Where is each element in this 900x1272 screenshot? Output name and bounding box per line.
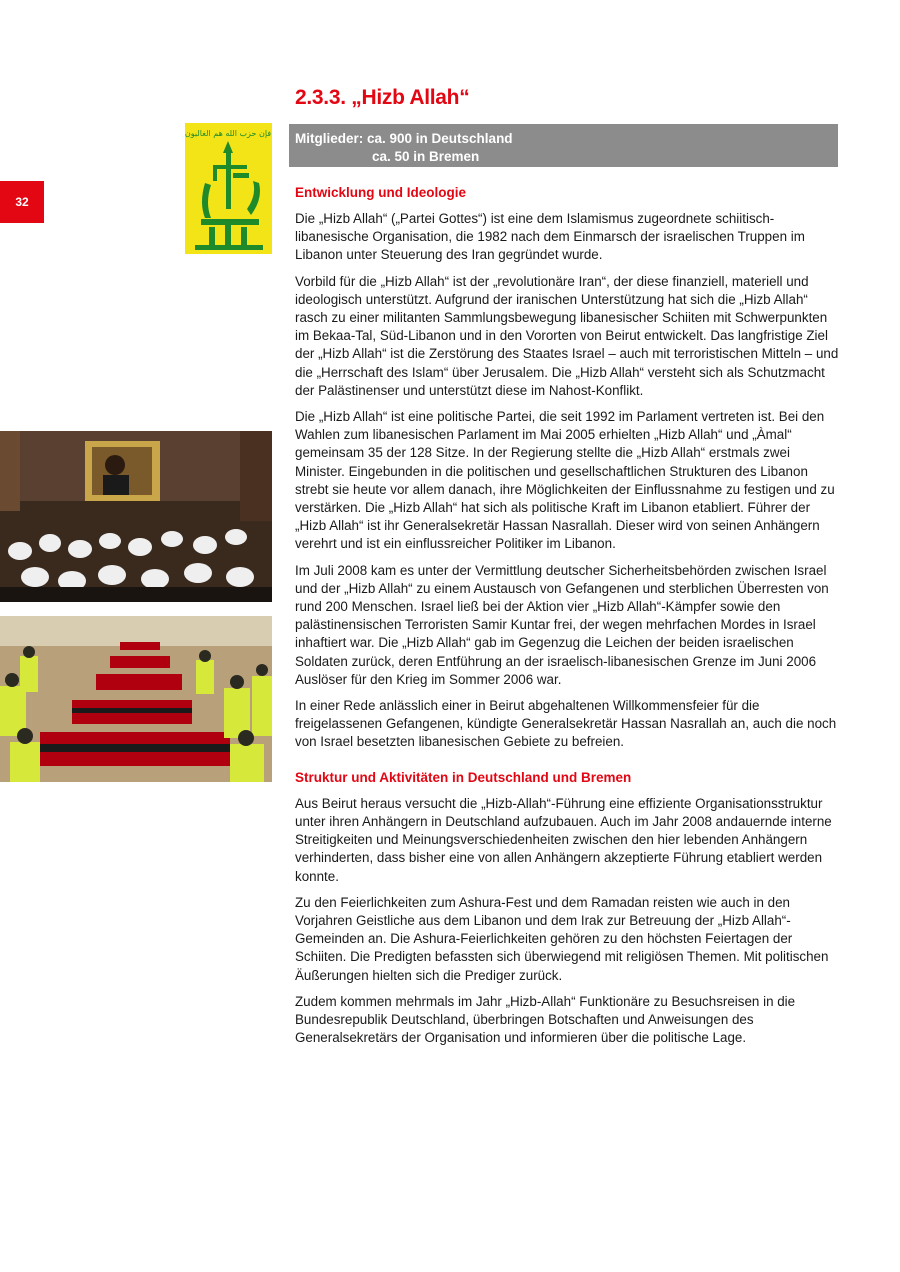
main-content xyxy=(295,86,843,1055)
paragraph: Zudem kommen mehrmals im Jahr „Hizb-Allah“ Funktionäre zu Besuchsreisen in die Bundesrepublik Deutschland, überbringen Botschaften und Anweisungen des Generalsekretärs der Organisation und informieren über die politische Lage. xyxy=(295,993,796,1046)
rally-photo xyxy=(0,431,272,602)
members-line-bremen: ca. 50 in Bremen xyxy=(372,149,480,164)
subheading-structure: Struktur und Aktivitäten in Deutschland und Bremen xyxy=(295,769,632,785)
page-number: 32 xyxy=(0,181,44,223)
paragraph: Die „Hizb Allah“ („Partei Gottes“) ist eine dem Islamismus zugeordnete schiitisch-libanesische Organisation, die 1982 nach dem Einmarsch der israelischen Truppen im Libanon unter Steuerung des Iran gegründet wurde. xyxy=(295,211,805,263)
paragraph: Vorbild für die „Hizb Allah“ ist der „revolutionäre Iran“, der diese finanziell, materiell und ideologisch unterstützt. Aufgrund der iranischen Unterstützung hat sich die „Hizb Allah“ rasch zu einer militanten Sammlungsbewegung libanesischer Schiiten mit Schwerpunkten im Bekaa-Tal, Süd-Libanon und in den Vororten von Beirut entwickelt. Das langfristige Ziel der „Hizb Allah“ ist die Zerstörung des Staates Israel – auch mit terroristischen Mitteln – und die „Herrschaft des Islam“ über Jerusalem. Die „Hizb Allah“ versteht sich als Schutzmacht der Palästinenser und unterstützt diese im Nahost-Konflikt. xyxy=(295,273,839,398)
members-box xyxy=(289,124,838,167)
flag-lettering: فإن حزب الله هم الغالبون xyxy=(185,129,272,138)
hizb-allah-flag-image xyxy=(185,123,272,254)
coffins-photo xyxy=(0,616,272,782)
paragraph: Aus Beirut heraus versucht die „Hizb-Allah“-Führung eine effiziente Organisationsstruktur unter ihren Anhängern in Deutschland aufzubauen. Auch im Jahr 2008 andauernde interne Streitigkeiten und Meinungsverschiedenheiten zwischen den hier lebenden Anhängern verhinderten, dass bisher eine von allen Anhängern akzeptierte Führung etabliert werden konnte. xyxy=(295,795,832,884)
paragraph: Im Juli 2008 kam es unter der Vermittlung deutscher Sicherheitsbehörden zwischen Israel und der „Hizb Allah“ zu einem Austausch von Gefangenen und sterblichen Überresten von rund 200 Menschen. Israel ließ bei der Aktion vier „Hizb Allah“-Kämpfer sowie den palästinensischen Terroristen Samir Kuntar frei, der wegen mehrfachen Mordes in Israel inhaftiert war. Die „Hizb Allah“ gab im Gegenzug die Leichen der beiden israelischen Soldaten zurück, deren Entführung an der israelisch-libanesischen Grenze im Juni 2006 Auslöser für den Krieg im Sommer 2006 war. xyxy=(295,562,829,687)
section-title: 2.3.3. „Hizb Allah“ xyxy=(295,86,470,109)
paragraph: In einer Rede anlässlich einer in Beirut abgehaltenen Willkommensfeier für die freigelassenen Gefangenen, kündigte Generalsekretär Hassan Nasrallah an, auch die noch von Israel besetzten libanesischen Gebiete zu befreien. xyxy=(295,698,837,750)
paragraph: Die „Hizb Allah“ ist eine politische Partei, die seit 1992 im Parlament vertreten ist. Bei den Wahlen zum libanesischen Parlament im Mai 2005 erhielten „Hizb Allah“ und „Àmal“ gemeinsam 35 der 128 Sitze. In der Regierung stellte die „Hizb Allah“ erstmals zwei Minister. Eingebunden in die politischen und gesellschaftlichen Strukturen des Libanon strebt sie heute vor allem danach, ihre Möglichkeiten der Einflussnahme zu festigen und zu verstärken. Die „Hizb Allah“ hat sich als politische Kraft im Libanon etabliert. Führer der „Hizb Allah“ ist ihr Generalsekretär Hassan Nasrallah. Dieser wird von seinen Anhängern verehrt und ist ein einflussreicher Politiker im Libanon. xyxy=(295,409,835,552)
subheading-development: Entwicklung und Ideologie xyxy=(295,185,466,200)
paragraph: Zu den Feierlichkeiten zum Ashura-Fest und dem Ramadan reisten wie auch in den Vorjahren Geistliche aus dem Libanon und dem Irak zur Betreuung der „Hizb Allah“-Gemeinden an. Die Ashura-Feierlichkeiten gehören zu den höchsten Feiertagen der Schiiten. Die Predigten befassten sich überwiegend mit religiösen Themen. Mit politischen Äußerungen hielten sich die Prediger zurück. xyxy=(295,894,829,983)
members-line-germany: Mitglieder: ca. 900 in Deutschland xyxy=(295,131,513,146)
